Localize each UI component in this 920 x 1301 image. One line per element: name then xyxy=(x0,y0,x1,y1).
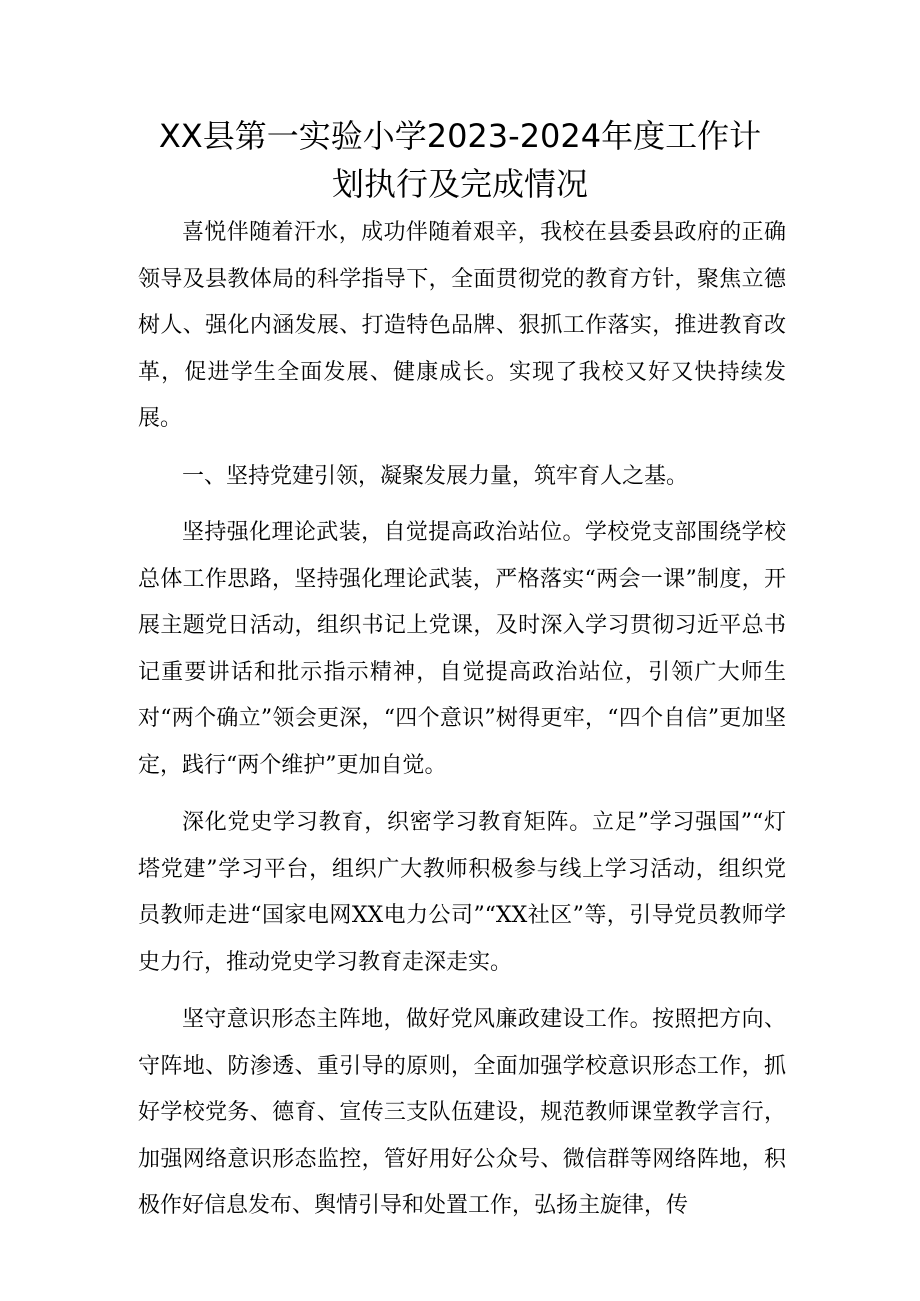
paragraph-ideology: 坚守意识形态主阵地，做好党风廉政建设工作。按照把方向、守阵地、防渗透、重引导的原则，全面加强学校意识形态工作，抓好学校党务、德育、宣传三支队伍建设，规范教师课堂教学言行，加强网络意识形态监控，管好用好公众号、微信群等网络阵地，积极作好信息发布、舆情引导和处置工作，弘扬主旋律，传 xyxy=(138,1007,786,1218)
document-title-line-2: 划执行及完成情况 xyxy=(331,165,588,203)
paragraph-theory: 坚持强化理论武装，自觉提高政治站位。学校党支部围绕学校总体工作思路，坚持强化理论武装，严格落实“两会一课”制度，开展主题党日活动，组织书记上党课，及时深入学习贯彻习近平总书记重要讲话和批示指示精神，自觉提高政治站位，引领广大师生对“两个确立”领会更深，“四个意识”树得更牢，“四个自信”更加坚定，践行“两个维护”更加自觉。 xyxy=(138,520,786,778)
document-title-line-1: XX县第一实验小学2023-2024年度工作计 xyxy=(158,117,762,155)
document-title xyxy=(0,112,920,208)
document-body xyxy=(138,210,786,1241)
paragraph-party-history: 深化党史学习教育，织密学习教育矩阵。立足”学习强国”“灯塔党建”学习平台，组织广大教师积极参与线上学习活动，组织党员教师走进“国家电网XX电力公司”“XX社区”等，引导党员教师学史力行，推动党史学习教育走深走实。 xyxy=(138,810,786,975)
section-heading-1: 一、坚持党建引领，凝聚发展力量，筑牢育人之基。 xyxy=(182,463,689,489)
paragraph-intro: 喜悦伴随着汗水，成功伴随着艰辛，我校在县委县政府的正确领导及县教体局的科学指导下，全面贯彻党的教育方针，聚焦立德树人、强化内涵发展、打造特色品牌、狠抓工作落实，推进教育改革，促进学生全面发展、健康成长。实现了我校又好又快持续发展。 xyxy=(138,220,786,431)
